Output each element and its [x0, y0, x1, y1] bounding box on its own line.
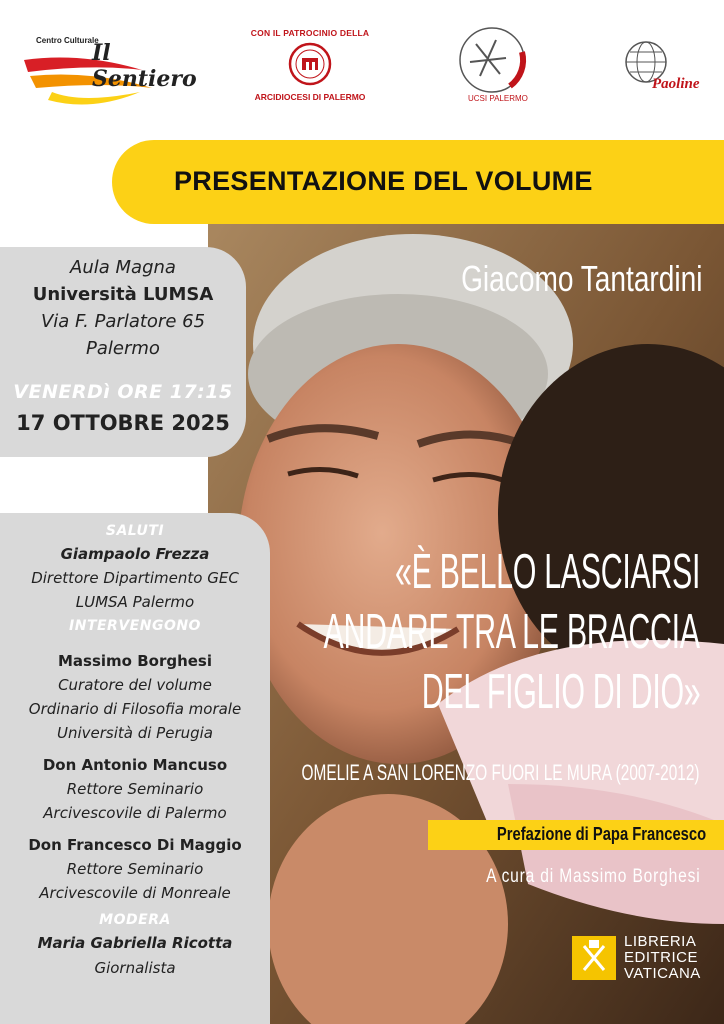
speaker-2-role-1: Rettore Seminario: [66, 780, 204, 798]
arcidiocesi-label: ARCIDIOCESI DI PALERMO: [254, 92, 366, 102]
ucsi-label: UCSI PALERMO: [468, 94, 528, 103]
saluti-role-2: LUMSA Palermo: [75, 593, 195, 611]
intervengono-heading: INTERVENGONO: [69, 618, 201, 634]
saluti-heading: SALUTI: [105, 523, 165, 539]
book-title-line-3: DEL FIGLIO DI DIO»: [421, 665, 700, 719]
publisher-line-1: LIBRERIA: [624, 933, 697, 950]
venue-name: Università LUMSA: [32, 284, 214, 305]
sentiero-name: Il Sentiero: [92, 40, 197, 92]
program-panel: [0, 513, 270, 1024]
speaker-2-name: Don Antonio Mancuso: [42, 756, 228, 774]
moderator-name: Maria Gabriella Ricotta: [37, 934, 233, 952]
ucsi-logo: [440, 22, 560, 112]
speaker-1-role-1: Curatore del volume: [58, 676, 212, 694]
venue-panel: [0, 247, 246, 457]
preface-bar: [428, 820, 724, 850]
speaker-2-role-2: Arcivescovile di Palermo: [43, 804, 227, 822]
modera-heading: MODERA: [99, 912, 171, 928]
diocese-seal-icon: [288, 42, 332, 86]
event-day-time: VENERDì ORE 17:15: [13, 381, 233, 403]
ucsi-emblem-icon: [440, 22, 560, 102]
book-title-line-1: «È BELLO LASCIARSI: [394, 545, 700, 599]
patrocinio-label: CON IL PATROCINIO DELLA: [250, 28, 370, 38]
book-author: Giacomo Tantardini: [460, 258, 702, 299]
publisher-line-3: VATICANA: [624, 965, 701, 982]
curated-by: A cura di Massimo Borghesi: [485, 866, 700, 887]
book-title-line-2: ANDARE TRA LE BRACCIA: [323, 605, 700, 659]
event-date: 17 OTTOBRE 2025: [16, 411, 230, 435]
title-banner: [112, 140, 724, 224]
venue-room: Aula Magna: [70, 257, 176, 278]
speaker-3-role-1: Rettore Seminario: [66, 860, 204, 878]
speaker-1-name: Massimo Borghesi: [58, 652, 212, 670]
banner-title: PRESENTAZIONE DEL VOLUME: [174, 166, 593, 196]
speaker-1-role-2: Ordinario di Filosofia morale: [28, 700, 242, 718]
saluti-role-1: Direttore Dipartimento GEC: [31, 569, 239, 587]
moderator-role: Giornalista: [94, 959, 176, 977]
sentiero-small-label: Centro Culturale: [36, 36, 99, 45]
preface-text: Prefazione di Papa Francesco: [496, 824, 706, 844]
saluti-name: Giampaolo Frezza: [60, 545, 210, 563]
publisher-logo: [572, 934, 712, 994]
vatican-keys-icon: [572, 936, 616, 980]
speaker-1-role-3: Università di Perugia: [56, 724, 214, 742]
speaker-3-role-2: Arcivescovile di Monreale: [39, 884, 231, 902]
arcidiocesi-logo: [250, 28, 370, 108]
sentiero-logo: [22, 30, 212, 110]
venue-address: Via F. Parlatore 65: [40, 311, 206, 332]
paoline-logo: [618, 36, 708, 96]
paoline-label: Paoline: [652, 76, 700, 92]
speaker-3-name: Don Francesco Di Maggio: [28, 836, 242, 854]
venue-city: Palermo: [86, 338, 160, 359]
publisher-line-2: EDITRICE: [624, 949, 699, 966]
book-subtitle: OMELIE A SAN LORENZO FUORI LE MURA (2007-2012): [302, 760, 700, 785]
